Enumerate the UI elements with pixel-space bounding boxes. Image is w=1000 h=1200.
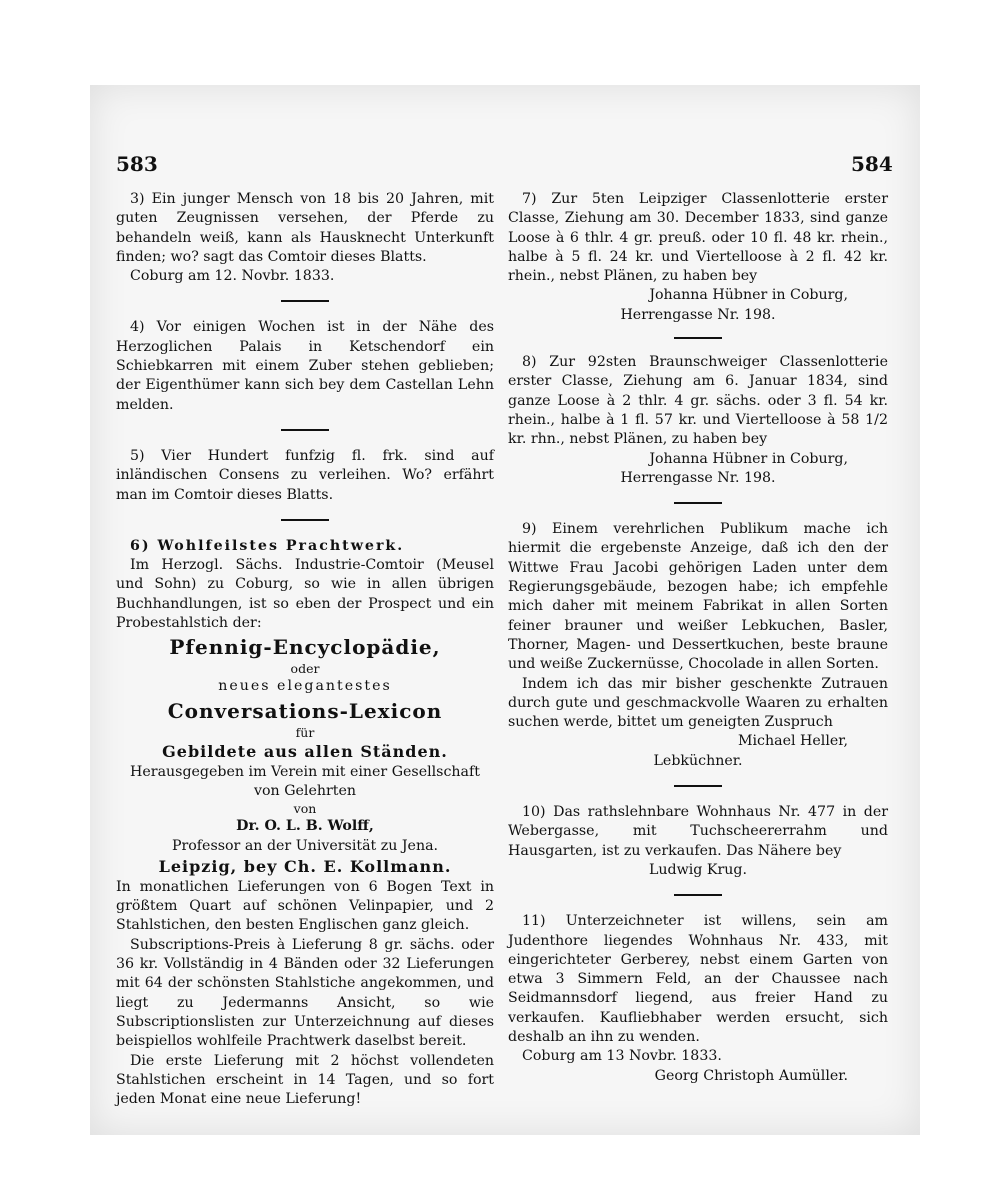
ad-6-heading: 6) Wohlfeilstes Prachtwerk.	[130, 537, 405, 554]
ad-10-text: 10) Das rathslehnbare Wohnhaus Nr. 477 in der Webergasse, mit Tuchscheererrahm und Hausgarten, ist zu verkaufen. Das Nähere bey	[508, 804, 888, 859]
ad-8-sign-1: Johanna Hübner in Coburg,	[649, 450, 848, 467]
ad-6-body-1: In monatlichen Lieferungen von 6 Bogen Text in größtem Quart auf schönen Velinpapier, und 2 Stahlstichen, den besten Englischen ganz gleich.	[116, 878, 494, 934]
ad-6-body-2: Subscriptions-Preis à Lieferung 8 gr. sächs. oder 36 kr. Vollständig in 4 Bänden oder 32 Lieferungen mit 64 der schönsten Stahlstiche angekommen, und liegt zu Jedermanns Ansicht, so wie Subscriptionslisten zur Unterzeichnung auf dieses beispiellos wohlfeile Prachtwerk daselbst bereit.	[116, 936, 494, 1050]
ad-7-text: 7) Zur 5ten Leipziger Classenlotterie erster Classe, Ziehung am 30. December 1833, sind ganze Loose à 6 thlr. 4 gr. preuß. oder 10 fl. 48 kr. rhein., halbe à 5 fl. 24 kr. und Viertelloose à 2 fl. 42 kr. rhein., nebst Plänen, zu haben bey	[508, 191, 888, 285]
ad-9-text: 9) Einem verehrlichen Publikum mache ich hiermit die ergebenste Anzeige, daß ich den der Wittwe Frau Jacobi gehörigen Laden unter dem Regierungsgebäude, bezogen habe; ich empfehle mich daher mit meinem Fabrikat in allen Sorten feiner brauner und weißer Lebkuchen, Basler, Thorner, Magen- und Dessertkuchen, beste braune und weiße Zuckernüsse, Chocolade in allen Sorten.	[508, 521, 888, 673]
ad-9-text-2: Indem ich das mir bisher geschenkte Zutrauen durch gute und geschmackvolle Waaren zu erhalten suchen werde, bittet um geneigten Zuspruch	[508, 675, 888, 731]
page-number-right: 584	[851, 152, 893, 176]
ad-6-title-2: neues elegantestes	[218, 678, 392, 695]
ad-6-publisher: Leipzig, bey Ch. E. Kollmann.	[158, 856, 452, 876]
ad-11-place-date: Coburg am 13 Novbr. 1833.	[522, 1048, 722, 1065]
ad-6-oder: oder	[290, 661, 320, 677]
ad-10-sign: Ludwig Krug.	[648, 861, 748, 878]
ad-8-sign-2: Herrengasse Nr. 198.	[620, 469, 776, 486]
ad-9-sign-2: Lebküchner.	[653, 752, 743, 769]
ad-6-intro: Im Herzogl. Sächs. Industrie-Comtoir (Meusel und Sohn) zu Coburg, so wie in allen übrigen Buchhandlungen, ist so eben der Prospect und ein Probestahlstich der:	[116, 557, 494, 632]
ad-5-text: 5) Vier Hundert funfzig fl. frk. sind auf inländischen Consens zu verleihen. Wo? erfährt man im Comtoir dieses Blatts.	[116, 447, 494, 503]
ad-6-von: von	[293, 801, 317, 817]
ad-3-place-date: Coburg am 12. Novbr. 1833.	[130, 268, 335, 285]
ad-11-sign: Georg Christoph Aumüller.	[654, 1067, 848, 1084]
ad-7-sign-1: Johanna Hübner in Coburg,	[649, 287, 848, 304]
separator-rule	[674, 894, 722, 896]
left-column	[116, 190, 494, 1109]
separator-rule	[674, 785, 722, 787]
ad-6-body-3: Die erste Lieferung mit 2 höchst vollendeten Stahlstichen erscheint in 14 Tagen, und so fort jeden Monat eine neue Lieferung!	[116, 1052, 494, 1108]
ad-4-text: 4) Vor einigen Wochen ist in der Nähe des Herzoglichen Palais in Ketschendorf ein Schiebkarren mit einem Zuber stehen geblieben; der Eigenthümer kann sich bey dem Castellan Lehn melden.	[116, 319, 494, 413]
ad-3-text: 3) Ein junger Mensch von 18 bis 20 Jahren, mit guten Zeugnissen versehen, der Pferde zu behandeln weiß, kann als Hausknecht Unterkunft finden; wo? sagt das Comtoir dieses Blatts.	[116, 191, 494, 265]
separator-rule	[281, 300, 329, 302]
ad-6-author-title: Professor an der Universität zu Jena.	[171, 837, 439, 854]
ad-6-fuer: für	[295, 724, 315, 740]
separator-rule	[674, 502, 722, 504]
ad-8-text: 8) Zur 92sten Braunschweiger Classenlotterie erster Classe, Ziehung am 6. Januar 1834, sind ganze Loose à 2 thlr. 4 gr. sächs. oder 3 fl. 54 kr. rhein., halbe à 1 fl. 57 kr. und Viertelloose à 58 1/2 kr. rhn., nebst Plänen, zu haben bey	[508, 354, 888, 448]
ad-6-title-3: Conversations-Lexicon	[167, 698, 443, 723]
ad-6-editors: Herausgegeben im Verein mit einer Gesellschaft von Gelehrten	[130, 763, 480, 799]
separator-rule	[281, 519, 329, 521]
right-column	[508, 190, 888, 1086]
ad-6-title-1: Pfennig-Encyclopädie,	[169, 635, 441, 660]
separator-rule	[281, 429, 329, 431]
separator-rule	[674, 337, 722, 339]
ad-11-text: 11) Unterzeichneter ist willens, sein am Judenthore liegendes Wohnhaus Nr. 433, mit eingerichteter Gerberey, nebst einem Garten von etwa 3 Simmern Feld, an der Chaussee nach Seidmannsdorf liegend, aus freier Hand zu verkaufen. Kaufliebhaber werden ersucht, sich deshalb an ihn zu wenden.	[508, 913, 888, 1045]
ad-7-sign-2: Herrengasse Nr. 198.	[620, 306, 776, 323]
ad-6-author: Dr. O. L. B. Wolff,	[236, 818, 374, 835]
ad-6-title-4: Gebildete aus allen Ständen.	[162, 741, 448, 761]
page-number-left: 583	[116, 152, 158, 176]
ad-9-sign-1: Michael Heller,	[737, 733, 848, 750]
